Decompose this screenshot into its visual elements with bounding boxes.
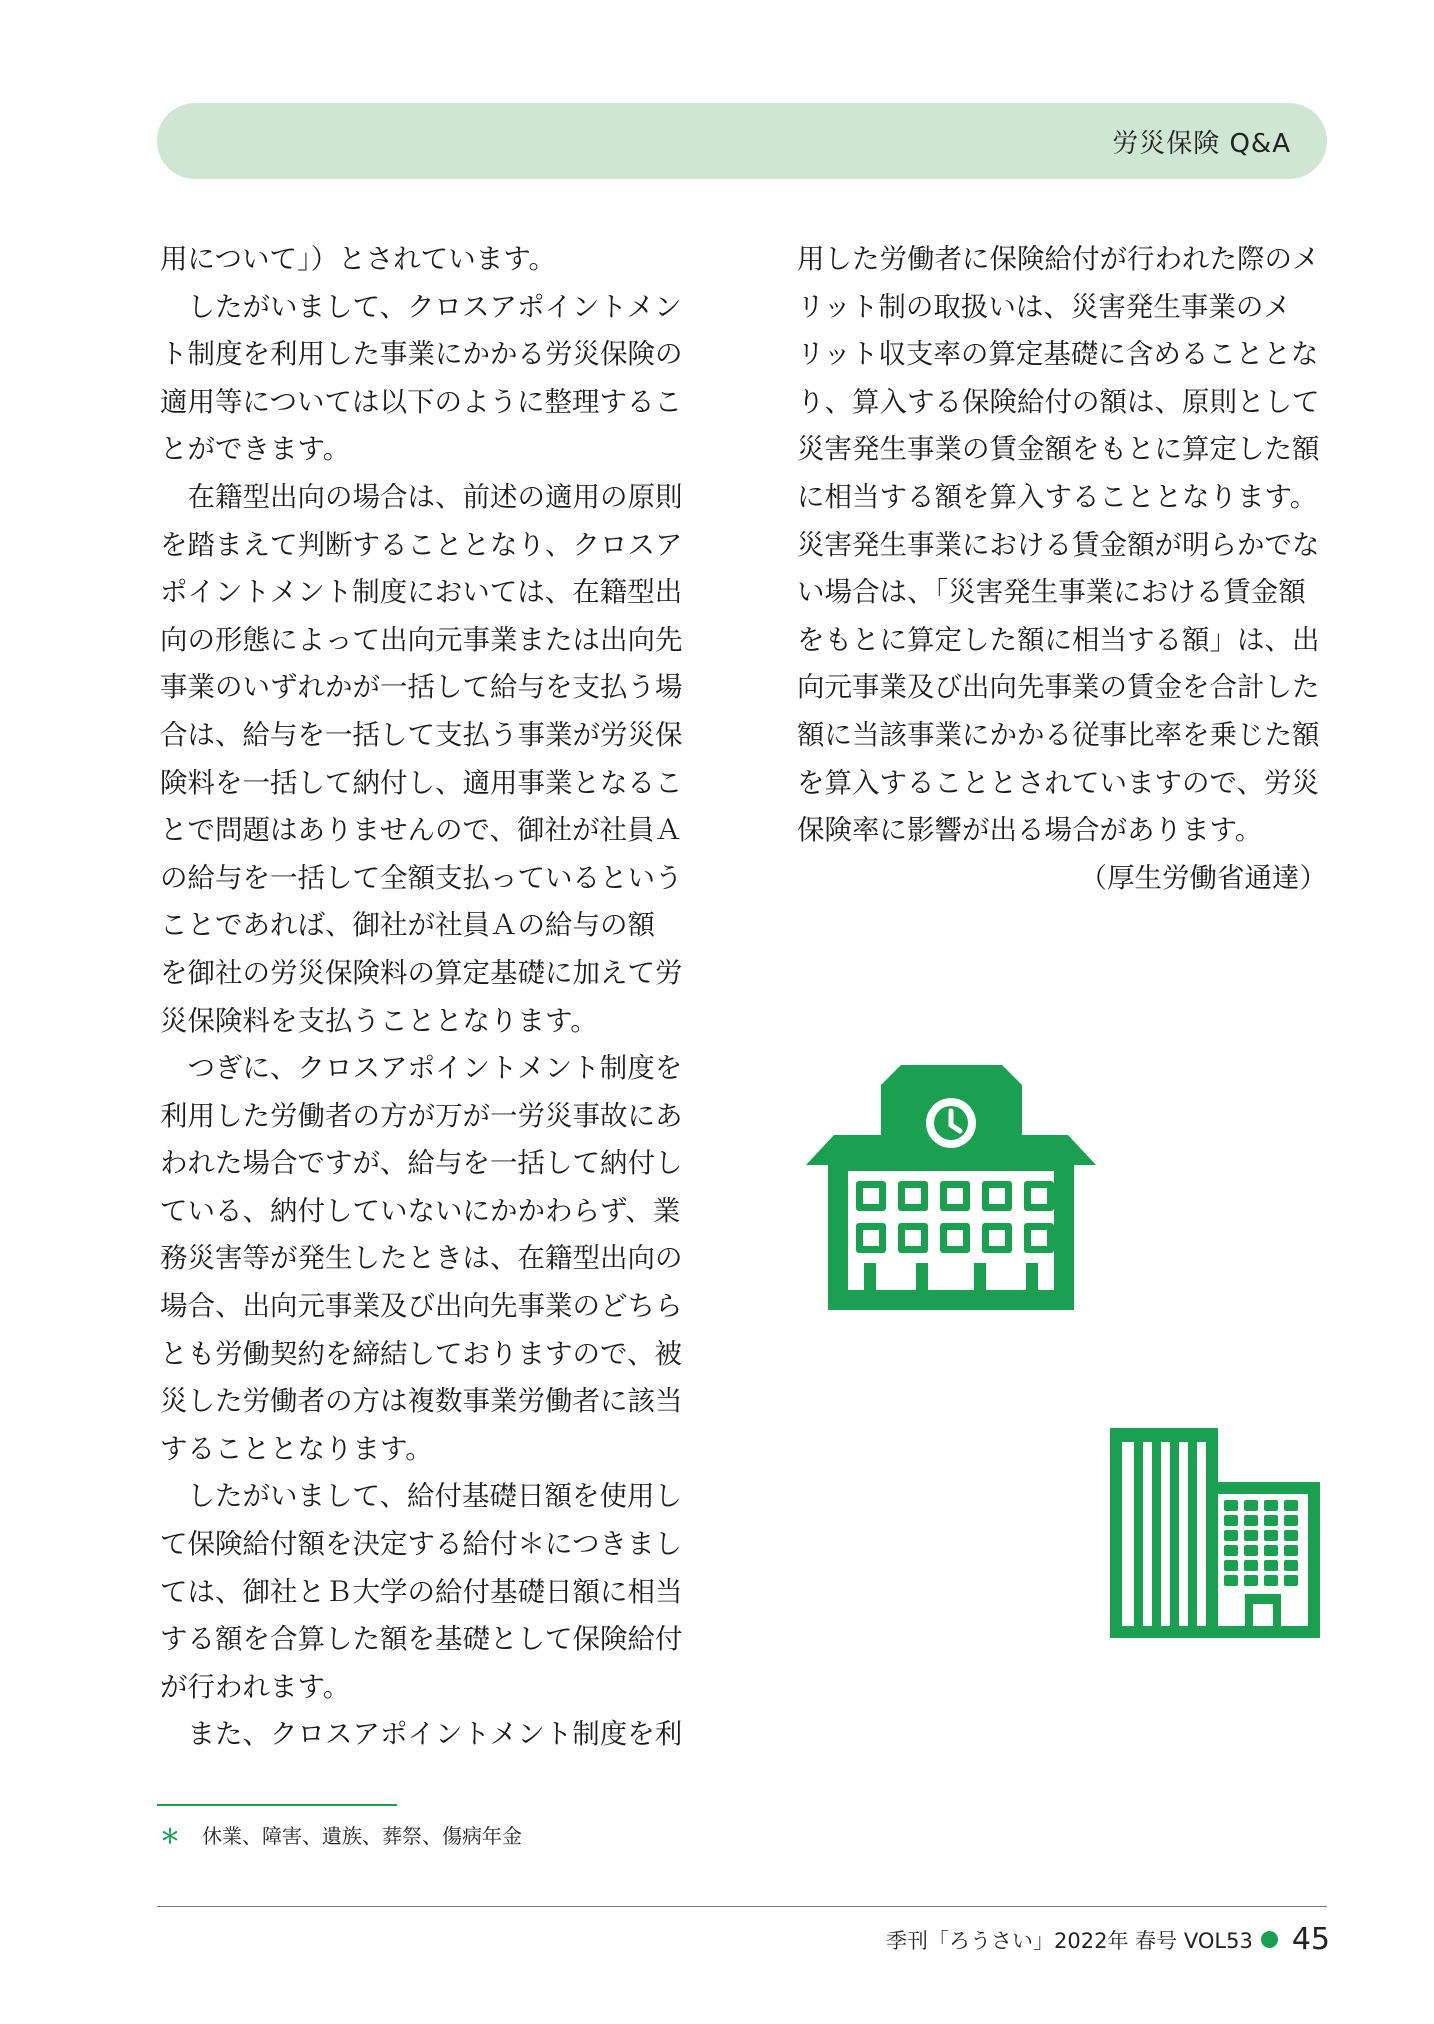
text-line: 険料を一括して納付し、適用事業となるこ xyxy=(160,766,683,799)
window xyxy=(1284,1515,1298,1526)
footnote-rule xyxy=(157,1804,397,1806)
window xyxy=(1264,1500,1278,1511)
window xyxy=(1284,1560,1298,1571)
text-line: ている、納付していないにかかわらず、業 xyxy=(160,1194,681,1227)
footnote xyxy=(160,1820,522,1849)
header-bar xyxy=(157,103,1327,179)
text-line: 向の形態によって出向元事業または出向先 xyxy=(160,623,683,656)
text-line: 用について」）とされています。 xyxy=(160,243,556,275)
text-line: したがいまして、クロスアポイントメン xyxy=(160,290,682,323)
text-line: 在籍型出向の場合は、前述の適用の原則 xyxy=(160,480,683,513)
text-line: リット収支率の算定基礎に含めることとな xyxy=(797,338,1319,371)
text-line: 向元事業及び出向先事業の賃金を合計した xyxy=(797,671,1320,704)
text-line: て保険給付額を決定する給付＊につきまし xyxy=(160,1528,682,1561)
text-line: 事業のいずれかが一括して給与を支払う場 xyxy=(160,671,683,704)
text-line: ポイントメント制度においては、在籍型出 xyxy=(160,576,683,609)
footnote-text: 休業、障害、遺族、葬祭、傷病年金 xyxy=(202,1824,522,1848)
text-line: を算入することとされていますので、労災 xyxy=(797,766,1319,799)
text-line: また、クロスアポイントメント制度を利 xyxy=(160,1718,683,1751)
footer xyxy=(886,1922,1330,1957)
window xyxy=(1224,1545,1238,1556)
footer-dot-icon xyxy=(1261,1931,1278,1948)
window xyxy=(1224,1500,1238,1511)
window xyxy=(1224,1560,1238,1571)
text-line: リット制の取扱いは、災害発生事業のメ xyxy=(797,290,1291,323)
text-line: の給与を一括して全額支払っているという xyxy=(160,861,683,894)
text-line: 災保険料を支払うこととなります。 xyxy=(160,1004,598,1037)
text-line: する額を合算した額を基礎として保険給付 xyxy=(160,1623,683,1656)
text-line: することとなります。 xyxy=(160,1432,433,1465)
text-line: 合は、給与を一括して支払う事業が労災保 xyxy=(160,718,683,751)
office-building-icon xyxy=(1110,1428,1320,1638)
source-note-wrap xyxy=(797,855,1327,903)
text-line: とも労働契約を締結しておりますので、被 xyxy=(160,1337,682,1370)
text-line: したがいまして、給付基礎日額を使用し xyxy=(160,1480,682,1513)
text-line: を御社の労災保険料の算定基礎に加えて労 xyxy=(160,956,683,989)
text-line: を踏まえて判断することとなり、クロスア xyxy=(160,528,683,561)
text-line: とができます。 xyxy=(160,433,351,466)
window xyxy=(1244,1545,1258,1556)
text-line: ことであれば、御社が社員Ａの給与の額 xyxy=(160,909,655,942)
text-line: り、算入する保険給付の額は、原則として xyxy=(797,385,1320,418)
school-building-icon xyxy=(806,1065,1096,1310)
text-line: ては、御社とＢ大学の給付基礎日額に相当 xyxy=(160,1575,683,1608)
window xyxy=(1264,1575,1278,1586)
publication-title: 季刊「ろうさい」2022年 春号 VOL53 xyxy=(886,1928,1253,1953)
text-line: つぎに、クロスアポイントメント制度を xyxy=(160,1052,683,1085)
window xyxy=(1264,1530,1278,1541)
text-line: 額に当該事業にかかる従事比率を乗じた額 xyxy=(797,718,1320,751)
window xyxy=(1264,1545,1278,1556)
text-line: われた場合ですが、給与を一括して納付し xyxy=(160,1147,683,1180)
window xyxy=(1244,1515,1258,1526)
footnote-mark: ＊ xyxy=(160,1824,180,1848)
window xyxy=(1224,1575,1238,1586)
window xyxy=(1244,1560,1258,1571)
text-line: が行われます。 xyxy=(160,1670,351,1703)
window xyxy=(1244,1575,1258,1586)
window xyxy=(1264,1515,1278,1526)
text-line: 災害発生事業の賃金額をもとに算定した額 xyxy=(797,433,1320,466)
left-column xyxy=(160,236,690,1759)
text-line: 保険率に影響が出る場合があります。 xyxy=(797,814,1263,847)
text-line: 利用した労働者の方が万が一労災事故にあ xyxy=(160,1099,683,1132)
window xyxy=(1284,1575,1298,1586)
text-line: をもとに算定した額に相当する額」は、出 xyxy=(797,623,1320,656)
text-line: ト制度を利用した事業にかかる労災保険の xyxy=(160,338,683,371)
window xyxy=(1284,1545,1298,1556)
text-line: とで問題はありませんので、御社が社員Ａ xyxy=(160,814,682,847)
right-column xyxy=(797,236,1327,855)
text-line: い場合は、「災害発生事業における賃金額 xyxy=(797,576,1306,609)
text-line: に相当する額を算入することとなります。 xyxy=(797,480,1318,513)
window xyxy=(1264,1560,1278,1571)
window xyxy=(1244,1500,1258,1511)
section-title: 労災保険 Q&A xyxy=(1112,129,1291,159)
text-line: 災した労働者の方は複数事業労働者に該当 xyxy=(160,1385,683,1418)
footer-rule xyxy=(157,1906,1327,1907)
window xyxy=(1224,1515,1238,1526)
text-line: 場合、出向元事業及び出向先事業のどちら xyxy=(160,1290,683,1323)
page-number: 45 xyxy=(1291,1922,1330,1957)
window xyxy=(1284,1530,1298,1541)
text-line: 務災害等が発生したときは、在籍型出向の xyxy=(160,1242,683,1275)
window xyxy=(1224,1530,1238,1541)
text-line: 適用等については以下のように整理するこ xyxy=(160,385,682,418)
source-note: （厚生労働省通達） xyxy=(1079,862,1327,894)
window xyxy=(1284,1500,1298,1511)
text-line: 災害発生事業における賃金額が明らかでな xyxy=(797,528,1320,561)
window xyxy=(1244,1530,1258,1541)
text-line: 用した労働者に保険給付が行われた際のメ xyxy=(797,243,1320,275)
